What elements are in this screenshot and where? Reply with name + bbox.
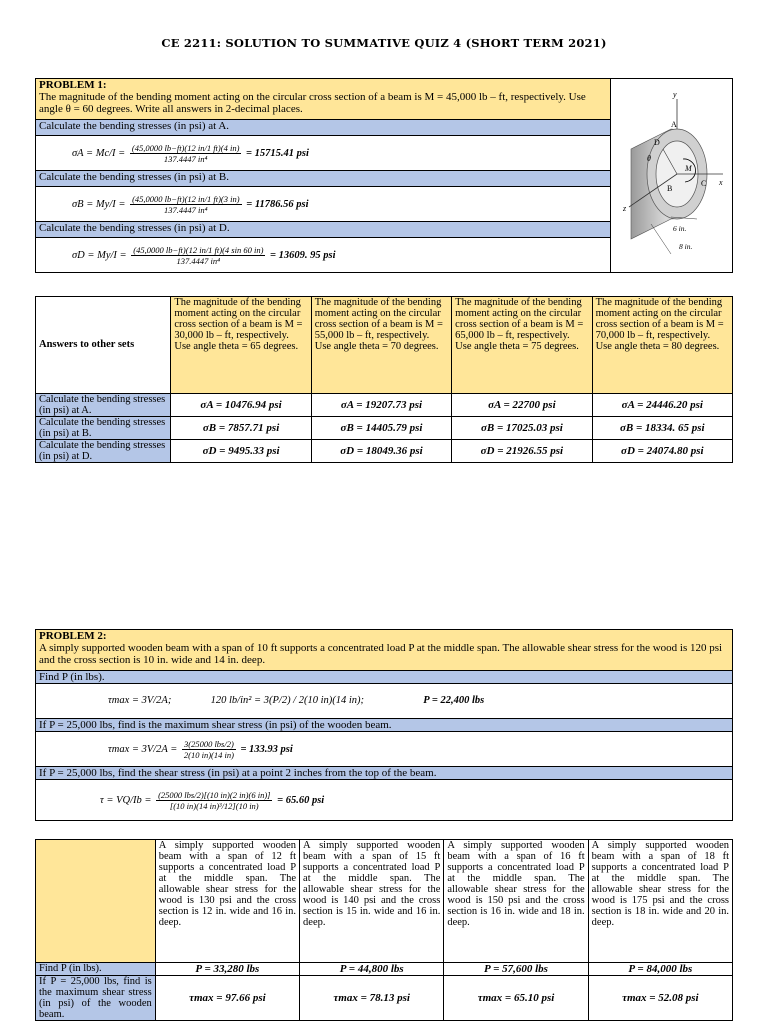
answer-p-set-3: P = 57,600 lbs (444, 963, 588, 976)
problem-2-question-2: If P = 25,000 lbs, find is the maximum shear stress (in psi) of the wooden beam. (36, 719, 733, 732)
answer-d-set-2: σD = 18049.36 psi (311, 440, 451, 463)
problem-2-statement: A simply supported wooden beam with a span of 10 ft supports a concentrated load P at the middle span. The allowable shear stress for the wood is 120 psi and the cross section is 10 in. wide and 14 in. deep. (39, 642, 723, 666)
document-title: CE 2211: SOLUTION TO SUMMATIVE QUIZ 4 (SHORT TERM 2021) (161, 36, 607, 50)
problem-2-equation-3 (36, 780, 733, 821)
set2-header-1: A simply supported wooden beam with a span of 12 ft supports a concentrated load P at the middle span. The allowable shear stress for the wood is 130 psi and the cross section is 12 in. wide and 16 in. deep. (155, 840, 299, 963)
eq-a-lhs: σA = Mc/I = (72, 147, 126, 159)
problem-2-table (35, 629, 733, 821)
problem-2-equation-2 (36, 732, 733, 767)
eq-a-fraction (130, 143, 242, 164)
eq-a-denominator: 137.4447 in⁴ (163, 153, 208, 164)
problem-2-question-1: Find P (in lbs). (36, 671, 733, 684)
fig-label-y: y (673, 90, 678, 99)
answers-corner: Answers to other sets (36, 297, 171, 394)
eq-a-numerator: (45,0000 lb−ft)(12 in/1 ft)(4 in) (131, 142, 240, 153)
answer-b-set-3: σB = 17025.03 psi (452, 417, 592, 440)
eq-a-result: = 15715.41 psi (246, 147, 309, 159)
eq-p2-2-numerator: 3(25000 lbs/2) (183, 738, 234, 749)
problem-2-heading: PROBLEM 2: (39, 630, 107, 642)
problem-2-question-3: If P = 25,000 lbs, find the shear stress (in psi) at a point 2 inches from the top of the beam. (36, 767, 733, 780)
eq-p2-3-result: = 65.60 psi (277, 794, 325, 806)
answer-b-set-4: σB = 18334. 65 psi (592, 417, 732, 440)
set2-header-2: A simply supported wooden beam with a span of 15 ft supports a concentrated load P at the middle span. The allowable shear stress for the wood is 140 psi and the cross section is 15 in. wide and 16 in. deep. (300, 840, 444, 963)
eq-p2-1c: P = 22,400 lbs (423, 695, 485, 706)
eq-p2-2-lhs: τmax = 3V/2A = (108, 743, 178, 755)
fig-label-m: M (685, 164, 693, 173)
eq-b-fraction (130, 194, 242, 215)
question-d: Calculate the bending stresses (in psi) at D. (36, 222, 611, 238)
eq-b-denominator: 137.4447 in⁴ (164, 204, 208, 215)
answer-d-set-3: σD = 21926.55 psi (452, 440, 592, 463)
set-header-1: The magnitude of the bending moment acting on the circular cross section of a beam is M = 30,000 lb – ft, respectively. Use angle theta = 65 degrees. (171, 297, 311, 394)
fig-label-x: x (719, 178, 724, 187)
eq-d-result: = 13609. 95 psi (270, 249, 336, 261)
answer-tau-set-1: τmax = 97.66 psi (155, 976, 299, 1021)
row2-label-p: Find P (in lbs). (36, 963, 156, 976)
equation-b (36, 187, 611, 222)
fig-label-b: B (667, 184, 673, 193)
answers-table-2 (35, 839, 733, 1021)
eq-p2-1a: τmax = 3V/2A; (108, 695, 172, 706)
set-header-3: The magnitude of the bending moment acting on the circular cross section of a beam is M = 65,000 lb – ft, respectively. Use angle theta = 75 degrees. (452, 297, 592, 394)
answer-tau-set-2: τmax = 78.13 psi (300, 976, 444, 1021)
problem-1-statement: The magnitude of the bending moment acting on the circular cross section of a beam is M = 45,000 lb – ft, respectively. Use angle θ = 60 degrees. Write all answers in 2-decimal places. (39, 91, 586, 115)
answer-a-set-1: σA = 10476.94 psi (171, 394, 311, 417)
row-label-a: Calculate the bending stresses (in psi) at A. (36, 394, 171, 417)
answer-a-set-3: σA = 22700 psi (452, 394, 592, 417)
answer-a-set-4: σA = 24446.20 psi (592, 394, 732, 417)
eq-d-lhs: σD = My/I = (72, 249, 127, 261)
row-label-b: Calculate the bending stresses (in psi) at B. (36, 417, 171, 440)
eq-p2-3-numerator: (25000 lbs/2)[(10 in)(2 in)(6 in)] (158, 789, 271, 800)
eq-p2-2-fraction (182, 739, 236, 760)
eq-p2-1b: 120 lb/in² = 3(P/2) / 2(10 in)(14 in); (210, 695, 365, 706)
equation-a (36, 136, 611, 171)
fig-label-c: C (701, 179, 707, 188)
beam-figure (611, 79, 731, 269)
question-a: Calculate the bending stresses (in psi) at A. (36, 120, 611, 136)
set-header-4: The magnitude of the bending moment acting on the circular cross section of a beam is M = 70,000 lb – ft, respectively. Use angle theta = 80 degrees. (592, 297, 732, 394)
fig-label-8in: 8 in. (679, 242, 693, 251)
eq-p2-3-lhs: τ = VQ/Ib = (100, 794, 152, 806)
problem-1-header (36, 79, 611, 120)
set-header-2: The magnitude of the bending moment acting on the circular cross section of a beam is M = 55,000 lb – ft, respectively. Use angle theta = 70 degrees. (311, 297, 451, 394)
eq-d-denominator: 137.4447 in⁴ (176, 255, 221, 266)
fig-label-a: A (671, 120, 678, 129)
answer-d-set-4: σD = 24074.80 psi (592, 440, 732, 463)
answer-tau-set-4: τmax = 52.08 psi (588, 976, 732, 1021)
beam-figure-cell (611, 79, 733, 273)
eq-p2-2-denominator: 2(10 in)(14 in) (183, 749, 234, 760)
fig-label-theta: θ (647, 154, 652, 163)
eq-p2-2-result: = 133.93 psi (240, 743, 293, 755)
set2-header-4: A simply supported wooden beam with a span of 18 ft supports a concentrated load P at the middle span. The allowable shear stress for the wood is 175 psi and the cross section is 18 in. wide and 20 in. deep. (588, 840, 732, 963)
fig-label-z: z (623, 204, 627, 213)
fig-label-6in: 6 in. (673, 224, 687, 233)
answers-table-1 (35, 296, 733, 463)
eq-b-numerator: (45,0000 lb−ft)(12 in/1 ft)(3 in) (132, 193, 240, 204)
eq-b-result: = 11786.56 psi (246, 198, 309, 210)
fig-label-d: D (654, 138, 661, 147)
eq-p2-3-fraction (156, 790, 272, 811)
answer-tau-set-3: τmax = 65.10 psi (444, 976, 588, 1021)
eq-p2-3-denominator: [(10 in)(14 in)³/12](10 in) (169, 800, 259, 811)
answer-b-set-2: σB = 14405.79 psi (311, 417, 451, 440)
answer-p-set-4: P = 84,000 lbs (588, 963, 732, 976)
answer-d-set-1: σD = 9495.33 psi (171, 440, 311, 463)
answer-p-set-2: P = 44,800 lbs (300, 963, 444, 976)
row2-label-tau: If P = 25,000 lbs, find is the maximum shear stress (in psi) of the wooden beam. (36, 976, 156, 1021)
eq-b-lhs: σB = My/I = (72, 198, 126, 210)
question-b: Calculate the bending stresses (in psi) at B. (36, 171, 611, 187)
problem-1-heading: PROBLEM 1: (39, 79, 107, 91)
eq-d-fraction (131, 245, 265, 266)
answer-b-set-1: σB = 7857.71 psi (171, 417, 311, 440)
set2-header-3: A simply supported wooden beam with a span of 16 ft supports a concentrated load P at the middle span. The allowable shear stress for the wood is 150 psi and the cross section is 16 in. wide and 18 in. deep. (444, 840, 588, 963)
answers-2-corner (36, 840, 156, 963)
equation-d (36, 238, 611, 273)
problem-1-table (35, 78, 733, 273)
answer-a-set-2: σA = 19207.73 psi (311, 394, 451, 417)
eq-d-numerator: (45,0000 lb−ft)(12 in/1 ft)(4 sin 60 in) (133, 244, 264, 255)
problem-2-header (36, 630, 733, 671)
row-label-d: Calculate the bending stresses (in psi) at D. (36, 440, 171, 463)
answer-p-set-1: P = 33,280 lbs (155, 963, 299, 976)
problem-2-equation-1 (36, 684, 733, 719)
